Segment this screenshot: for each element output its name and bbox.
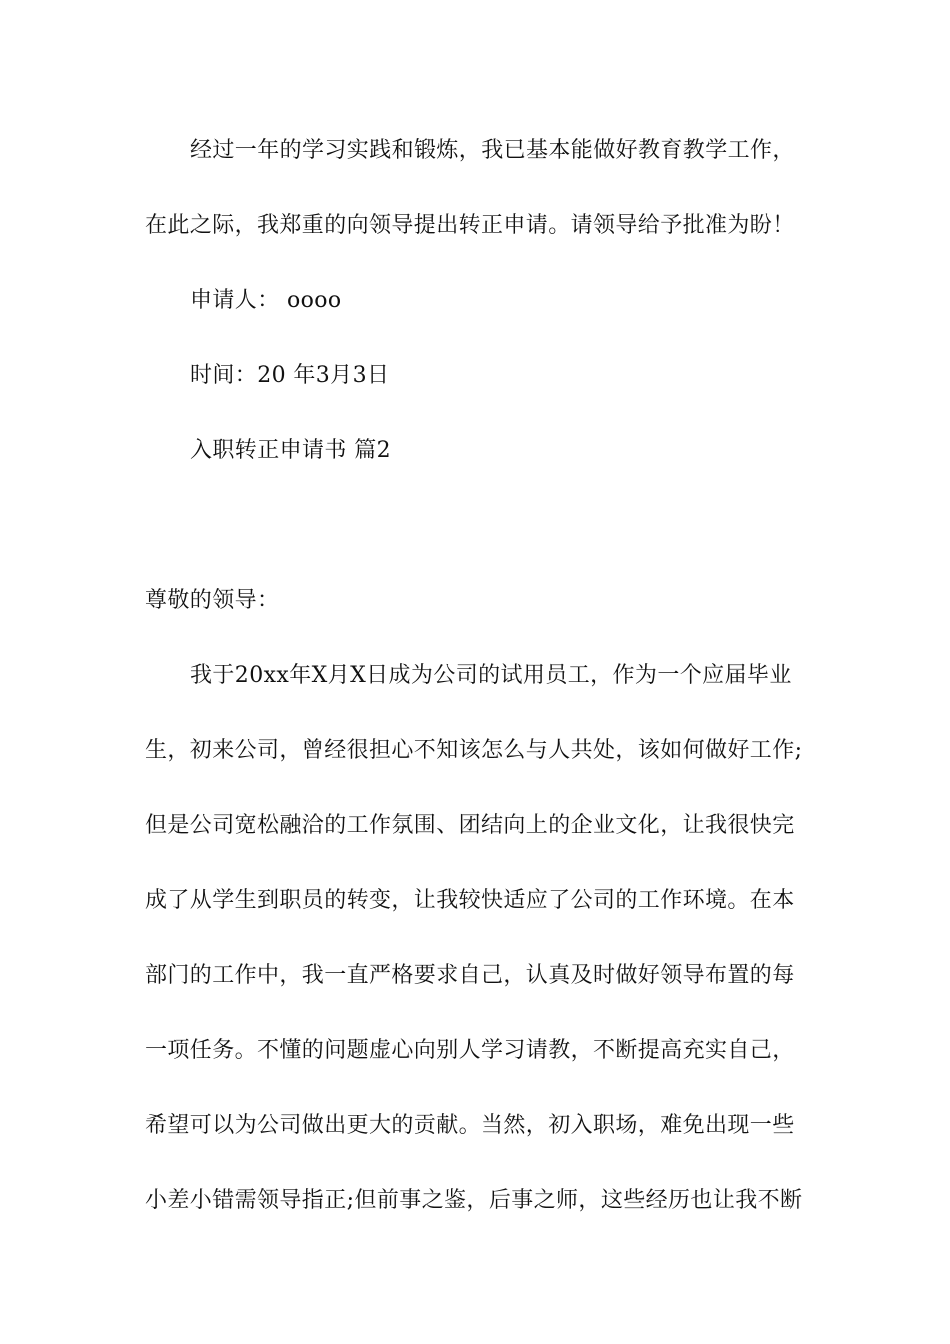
applicant-line: 申请人： oooo <box>190 288 342 313</box>
paragraph-line: 但是公司宽松融洽的工作氛围、团结向上的企业文化，让我很快完 <box>145 813 795 838</box>
paragraph-line: 我于20xx年X月X日成为公司的试用员工，作为一个应届毕业 <box>190 663 792 688</box>
paragraph-line: 生，初来公司，曾经很担心不知该怎么与人共处，该如何做好工作; <box>145 738 803 763</box>
paragraph-line: 在此之际，我郑重的向领导提出转正申请。请领导给予批准为盼！ <box>145 213 795 238</box>
date-line: 时间：20 年3月3日 <box>190 363 390 388</box>
section-heading: 入职转正申请书 篇2 <box>190 438 391 463</box>
paragraph-line: 小差小错需领导指正;但前事之鉴，后事之师，这些经历也让我不断 <box>145 1188 803 1213</box>
paragraph-line: 经过一年的学习实践和锻炼，我已基本能做好教育教学工作， <box>190 138 795 163</box>
paragraph-line: 希望可以为公司做出更大的贡献。当然，初入职场，难免出现一些 <box>145 1113 795 1138</box>
paragraph-line: 一项任务。不懂的问题虚心向别人学习请教，不断提高充实自己， <box>145 1038 795 1063</box>
paragraph-line: 成了从学生到职员的转变，让我较快适应了公司的工作环境。在本 <box>145 888 795 913</box>
salutation: 尊敬的领导： <box>145 588 280 613</box>
paragraph-line: 部门的工作中，我一直严格要求自己，认真及时做好领导布置的每 <box>145 963 795 988</box>
